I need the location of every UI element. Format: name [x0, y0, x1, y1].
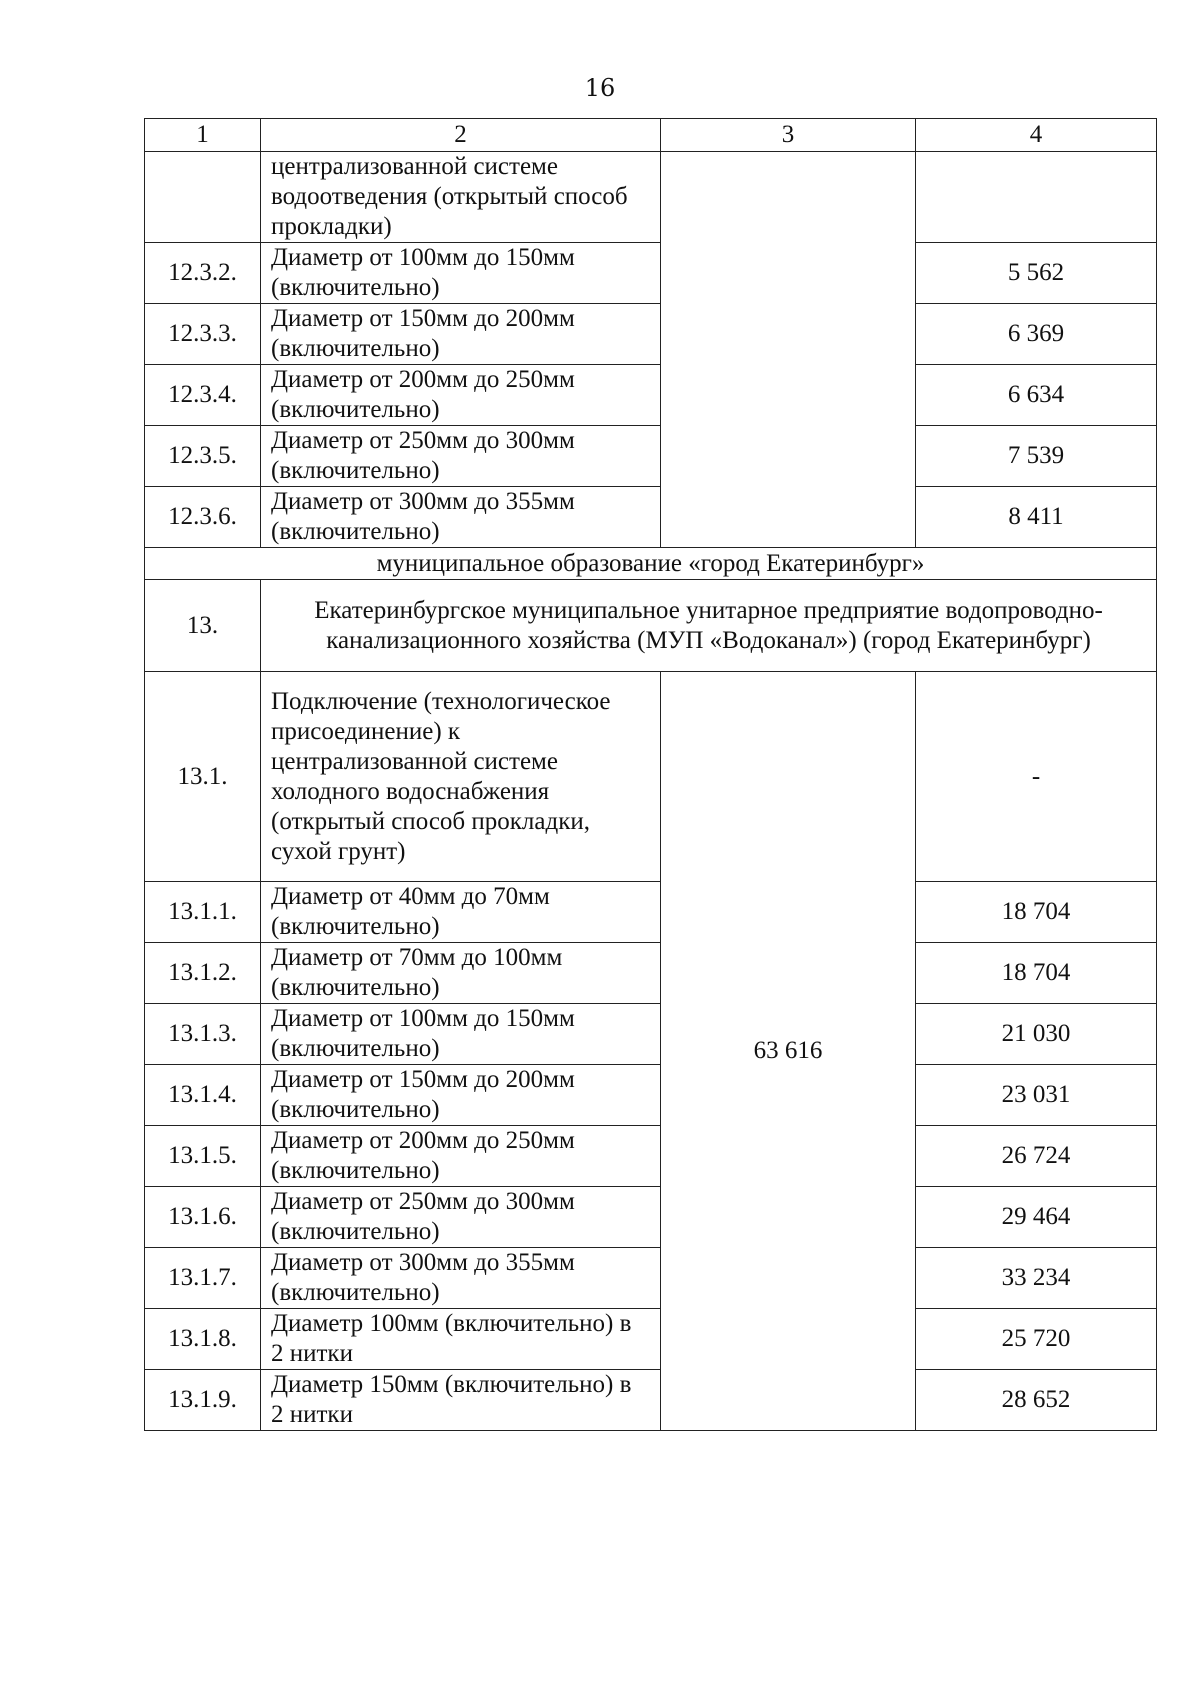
table-row [145, 1004, 1157, 1065]
table-row [145, 1248, 1157, 1309]
table-row [145, 243, 1157, 304]
municipality-title: муниципальное образование «город Екатеринбург» [145, 548, 1157, 580]
row-number: 13.1.8. [145, 1309, 261, 1370]
row-value: 5 562 [916, 243, 1157, 304]
table-row [145, 1126, 1157, 1187]
column-header: 4 [916, 119, 1157, 152]
row-value: 8 411 [916, 487, 1157, 548]
row-number [145, 152, 261, 243]
table-row [145, 672, 1157, 882]
row-number: 12.3.4. [145, 365, 261, 426]
organization-row [145, 580, 1157, 672]
row-number: 12.3.6. [145, 487, 261, 548]
row-description: Диаметр от 250мм до 300мм (включительно) [261, 1187, 661, 1248]
table-header-row [145, 119, 1157, 152]
row-value: 33 234 [916, 1248, 1157, 1309]
row-description: Диаметр от 150мм до 200мм (включительно) [261, 1065, 661, 1126]
row-value: 6 369 [916, 304, 1157, 365]
table-row [145, 1370, 1157, 1431]
row-number: 12.3.5. [145, 426, 261, 487]
table-row [145, 882, 1157, 943]
row-value: 18 704 [916, 943, 1157, 1004]
row-value: 18 704 [916, 882, 1157, 943]
row-description: Диаметр 150мм (включительно) в 2 нитки [261, 1370, 661, 1431]
row-number: 12.3.2. [145, 243, 261, 304]
row-value: 29 464 [916, 1187, 1157, 1248]
row-value: 28 652 [916, 1370, 1157, 1431]
table-row [145, 365, 1157, 426]
tariff-table [144, 118, 1157, 1431]
row-number: 13.1.7. [145, 1248, 261, 1309]
row-description: Диаметр от 100мм до 150мм (включительно) [261, 243, 661, 304]
row-number: 13. [145, 580, 261, 672]
row-number: 13.1.5. [145, 1126, 261, 1187]
column-header: 2 [261, 119, 661, 152]
organization-name: Екатеринбургское муниципальное унитарное предприятие водопроводно-канализационного хозяйства (МУП «Водоканал») (город Екатеринбург) [261, 580, 1157, 672]
table-row [145, 487, 1157, 548]
row-description: Диаметр от 300мм до 355мм (включительно) [261, 1248, 661, 1309]
row-value: 6 634 [916, 365, 1157, 426]
row-number: 13.1.2. [145, 943, 261, 1004]
row-value: - [916, 672, 1157, 882]
column-header: 3 [661, 119, 916, 152]
row-description: Диаметр от 150мм до 200мм (включительно) [261, 304, 661, 365]
row-value: 26 724 [916, 1126, 1157, 1187]
merged-cell-col3: 63 616 [661, 672, 916, 1431]
row-value [916, 152, 1157, 243]
row-description: Диаметр от 250мм до 300мм (включительно) [261, 426, 661, 487]
row-description: централизованной системе водоотведения (открытый способ прокладки) [261, 152, 661, 243]
row-value: 23 031 [916, 1065, 1157, 1126]
table-row [145, 304, 1157, 365]
row-description: Диаметр 100мм (включительно) в 2 нитки [261, 1309, 661, 1370]
column-header: 1 [145, 119, 261, 152]
row-number: 13.1. [145, 672, 261, 882]
table-row [145, 943, 1157, 1004]
table-row [145, 152, 1157, 243]
merged-cell-col3 [661, 152, 916, 548]
row-description: Диаметр от 200мм до 250мм (включительно) [261, 365, 661, 426]
row-description: Диаметр от 40мм до 70мм (включительно) [261, 882, 661, 943]
table-row [145, 1187, 1157, 1248]
row-number: 12.3.3. [145, 304, 261, 365]
row-description: Диаметр от 300мм до 355мм (включительно) [261, 487, 661, 548]
row-number: 13.1.6. [145, 1187, 261, 1248]
row-value: 21 030 [916, 1004, 1157, 1065]
table-row [145, 426, 1157, 487]
row-value: 25 720 [916, 1309, 1157, 1370]
page-number: 16 [584, 74, 616, 102]
row-value: 7 539 [916, 426, 1157, 487]
municipality-row [145, 548, 1157, 580]
row-number: 13.1.4. [145, 1065, 261, 1126]
row-description: Подключение (технологическое присоединение) к централизованной системе холодного водоснабжения (открытый способ прокладки, сухой грунт) [261, 672, 661, 882]
table-row [145, 1065, 1157, 1126]
row-description: Диаметр от 100мм до 150мм (включительно) [261, 1004, 661, 1065]
row-number: 13.1.9. [145, 1370, 261, 1431]
row-description: Диаметр от 200мм до 250мм (включительно) [261, 1126, 661, 1187]
row-number: 13.1.3. [145, 1004, 261, 1065]
table-row [145, 1309, 1157, 1370]
row-number: 13.1.1. [145, 882, 261, 943]
row-description: Диаметр от 70мм до 100мм (включительно) [261, 943, 661, 1004]
